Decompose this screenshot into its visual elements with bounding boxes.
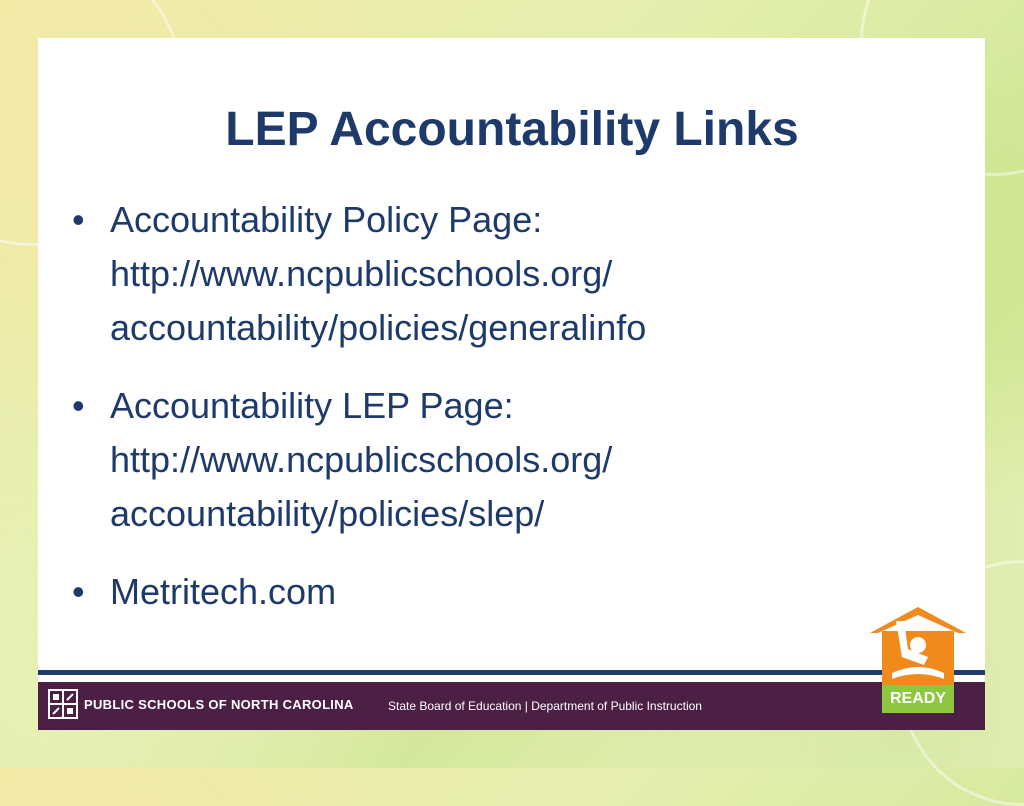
nc-dpi-crest-icon — [47, 688, 79, 720]
bullet-marker: • — [72, 385, 85, 426]
footer-divider — [38, 670, 985, 675]
bullet-link[interactable]: http://www.ncpublicschools.org/ — [110, 439, 613, 480]
bullet-marker: • — [72, 199, 85, 240]
bullet-item — [70, 565, 930, 619]
bullet-list — [70, 193, 930, 643]
footer-subtitle: State Board of Education | Department of Public Instruction — [388, 699, 702, 713]
bullet-marker: • — [72, 571, 85, 612]
bullet-link[interactable]: Metritech.com — [110, 571, 337, 612]
bullet-link[interactable]: http://www.ncpublicschools.org/ — [110, 253, 613, 294]
bullet-item — [70, 379, 930, 541]
bullet-item — [70, 193, 930, 355]
bullet-link[interactable]: accountability/policies/slep/ — [110, 493, 545, 534]
bullet-heading: Accountability LEP Page: — [110, 385, 514, 426]
slide-title: LEP Accountability Links — [225, 103, 799, 156]
bullet-link[interactable]: accountability/policies/generalinfo — [110, 307, 647, 348]
footer-org-name: PUBLIC SCHOOLS OF NORTH CAROLINA — [84, 697, 354, 712]
ready-logo-label: READY — [889, 690, 946, 707]
bullet-heading: Accountability Policy Page: — [110, 199, 543, 240]
